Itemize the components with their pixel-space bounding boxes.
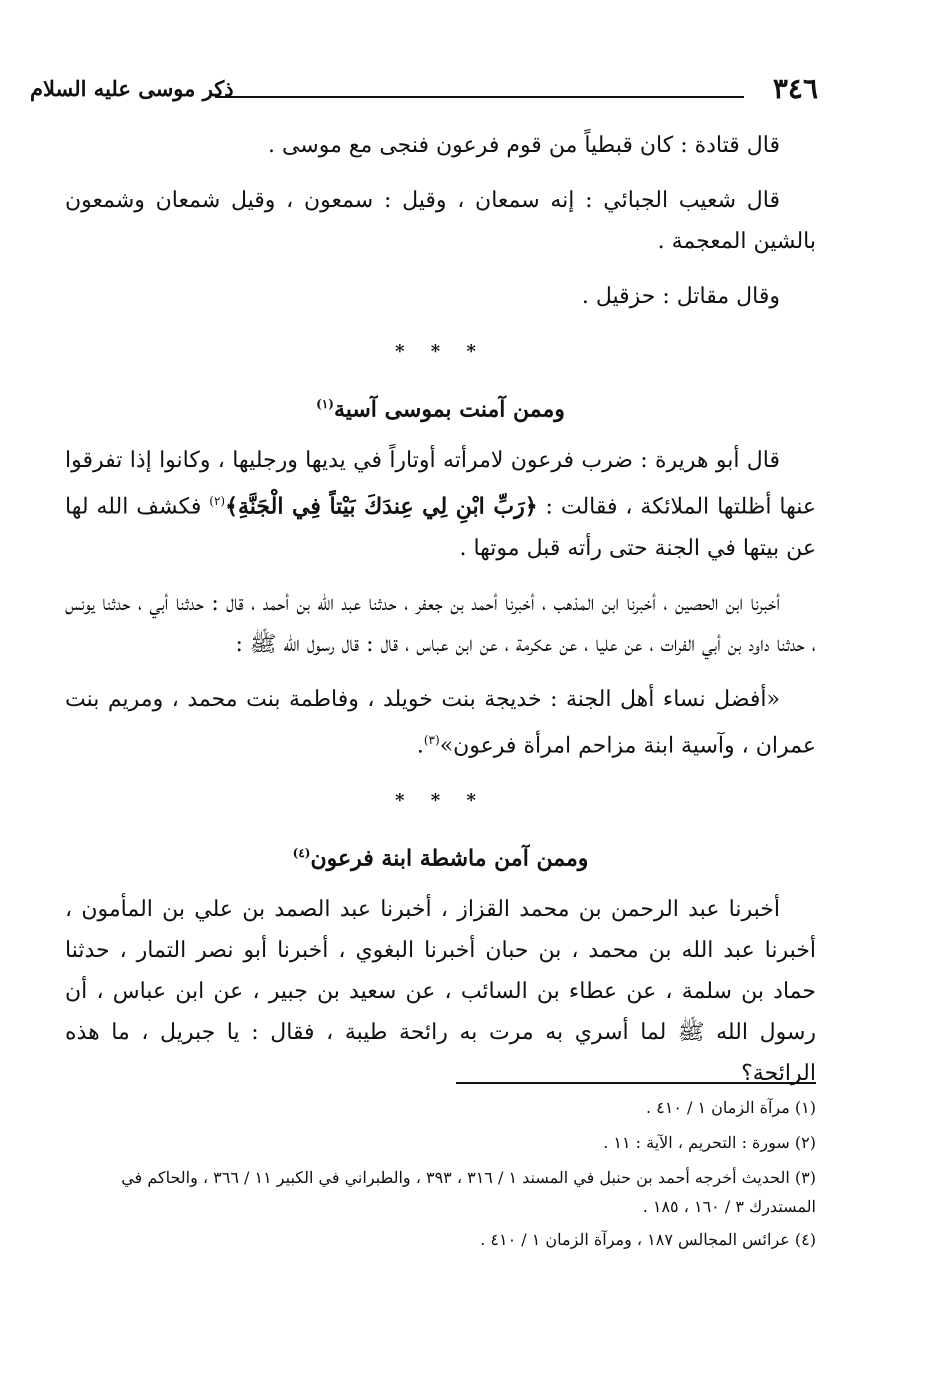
footnotes bbox=[105, 1093, 816, 1260]
footnote-ref: (٤) bbox=[292, 845, 311, 860]
paragraph: أخبرنا ابن الحصين ، أخبرنا ابن المذهب ، أخبرنا أحمد بن جعفر ، حدثنا عبد الله بن أحمد ، قال : حدثنا أبي ، حدثنا يونس ، حدثنا داود بن أبي الفرات ، عن عليا ، عن عكرمة ، عن ابن عباس ، قال : قال رسول الله ﷺ : bbox=[65, 590, 816, 657]
footnote: (١) مرآة الزمان ١ / ٤١٠ . bbox=[645, 1098, 816, 1117]
paragraph bbox=[65, 679, 816, 766]
paragraph bbox=[65, 440, 816, 568]
footnote: (٢) سورة : التحريم ، الآية : ١١ . bbox=[603, 1133, 816, 1152]
header-rule bbox=[215, 96, 744, 98]
paragraph: قال شعيب الجبائي : إنه سمعان ، وقيل : سمعون ، وقيل شمعان وشمعون بالشين المعجمة . bbox=[65, 188, 816, 254]
section-divider: * * * bbox=[395, 789, 486, 811]
paragraph-text: قال أبو هريرة : ضرب فرعون لامرأته أوتاراً في يديها ورجليها ، وكانوا إذا تفرقوا عنها أظلتها الملائكة ، فقالت : bbox=[65, 448, 816, 520]
paragraph-end: . bbox=[416, 732, 424, 758]
footnote-ref: (٣) bbox=[423, 732, 440, 747]
footnote-rule bbox=[456, 1082, 816, 1084]
page-header bbox=[30, 70, 816, 110]
running-head: ذكر موسى عليه السلام bbox=[30, 76, 234, 101]
section-heading-text: وممن آمنت بموسى آسية bbox=[333, 396, 565, 423]
page-number: ٣٤٦ bbox=[772, 72, 818, 105]
section-divider: * * * bbox=[395, 341, 486, 362]
hadith-text: «أفضل نساء أهل الجنة : خديجة بنت خويلد ، وفاطمة بنت محمد ، ومريم بنت عمران ، وآسية ابنة مزاحم امرأة فرعون» bbox=[65, 686, 816, 758]
footnote-ref: (٢) bbox=[209, 494, 226, 509]
footnote: (٤) عرائس المجالس ١٨٧ ، ومرآة الزمان ١ / ٤١٠ . bbox=[480, 1230, 816, 1249]
body-text bbox=[65, 125, 816, 1108]
section-heading-text: وممن آمن ماشطة ابنة فرعون bbox=[310, 845, 589, 872]
section-heading bbox=[65, 384, 816, 430]
paragraph: قال قتادة : كان قبطياً من قوم فرعون فنجى مع موسى . bbox=[267, 133, 780, 158]
section-heading bbox=[65, 833, 816, 879]
footnote: (٣) الحديث أخرجه أحمد بن حنبل في المسند ١ / ٣١٦ ، ٣٩٣ ، والطبراني في الكبير ١١ / ٣٦٦ ، والحاكم في المستدرك ٣ / ١٦٠ ، ١٨٥ . bbox=[121, 1168, 816, 1216]
paragraph-text: فكشف الله لها عن بيتها في الجنة حتى رأته قبل موتها . bbox=[65, 494, 816, 561]
footnote-ref: (١) bbox=[316, 397, 334, 411]
paragraph: أخبرنا عبد الرحمن بن محمد القزاز ، أخبرنا عبد الصمد بن علي بن المأمون ، أخبرنا عبد الله بن محمد ، بن حبان أخبرنا البغوي ، أخبرنا أبو نصر التمار ، حدثنا حماد بن سلمة ، عن عطاء بن السائب ، عن سعيد بن جبير ، عن ابن عباس ، أن رسول الله ﷺ لما أسري به مرت به رائحة طيبة ، فقال : يا جبريل ، ما هذه الرائحة؟ bbox=[65, 897, 816, 1087]
quran-quote: ﴿رَبِّ ابْنِ لِي عِندَكَ بَيْتاً فِي الْجَنَّةِ﴾ bbox=[225, 493, 538, 520]
paragraph: وقال مقاتل : حزقيل . bbox=[581, 284, 780, 309]
